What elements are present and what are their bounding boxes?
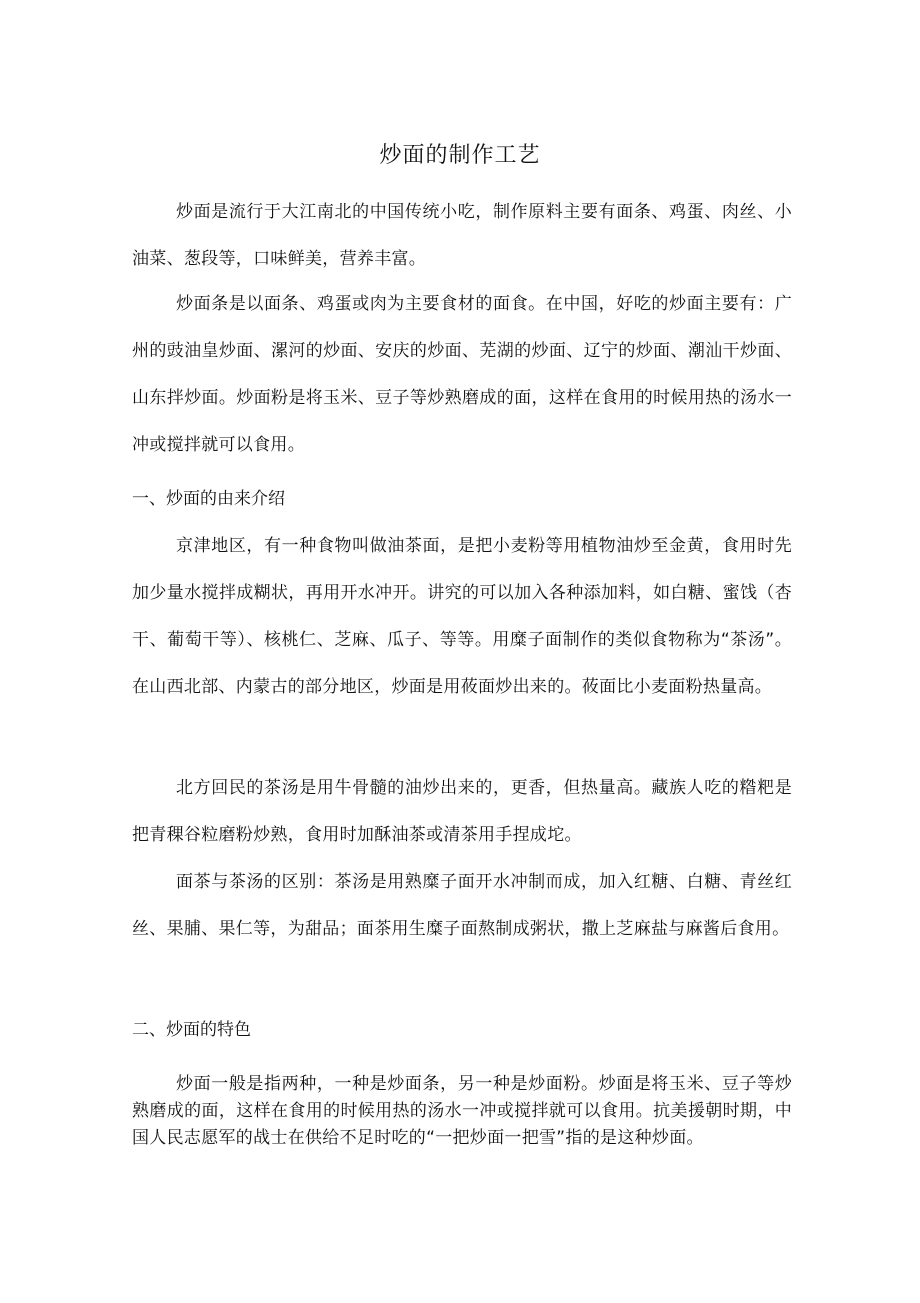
paragraph-difference: 面茶与茶汤的区别：茶汤是用熟糜子面开水冲制而成，加入红糖、白糖、青丝红丝、果脯、果仁等，为甜品；面茶用生糜子面熬制成粥状，撒上芝麻盐与麻酱后食用。 bbox=[132, 872, 792, 939]
section-heading-features: 二、炒面的特色 bbox=[132, 1020, 251, 1040]
paragraph-origin: 京津地区，有一种食物叫做油茶面，是把小麦粉等用植物油炒至金黄，食用时先加少量水搅拌成糊状，再用开水冲开。讲究的可以加入各种添加料，如白糖、蜜饯（杏干、葡萄干等）、核桃仁、芝麻、瓜子、等等。用糜子面制作的类似食物称为“茶汤”。在山西北部、内蒙古的部分地区，炒面是用莜面炒出来的。莜面比小麦面粉热量高。 bbox=[132, 536, 792, 697]
paragraph-intro: 炒面是流行于大江南北的中国传统小吃，制作原料主要有面条、鸡蛋、肉丝、小油菜、葱段等，口味鲜美，营养丰富。 bbox=[132, 202, 792, 269]
page-title: 炒面的制作工艺 bbox=[379, 143, 541, 168]
paragraph-tea-soup: 北方回民的茶汤是用牛骨髓的油炒出来的，更香，但热量高。藏族人吃的糌粑是把青稞谷粒磨粉炒熟，食用时加酥油茶或清茶用手捏成坨。 bbox=[132, 778, 792, 845]
section-heading-origin: 一、炒面的由来介绍 bbox=[132, 489, 285, 509]
paragraph-features: 炒面一般是指两种，一种是炒面条，另一种是炒面粉。炒面是将玉米、豆子等炒熟磨成的面，这样在食用的时候用热的汤水一冲或搅拌就可以食用。抗美援朝时期，中国人民志愿军的战士在供给不足时吃的“一把炒面一把雪”指的是这种炒面。 bbox=[132, 1074, 792, 1148]
paragraph-varieties: 炒面条是以面条、鸡蛋或肉为主要食材的面食。在中国，好吃的炒面主要有：广州的豉油皇炒面、漯河的炒面、安庆的炒面、芜湖的炒面、辽宁的炒面、潮汕干炒面、山东拌炒面。炒面粉是将玉米、豆子等炒熟磨成的面，这样在食用的时候用热的汤水一冲或搅拌就可以食用。 bbox=[132, 294, 792, 455]
